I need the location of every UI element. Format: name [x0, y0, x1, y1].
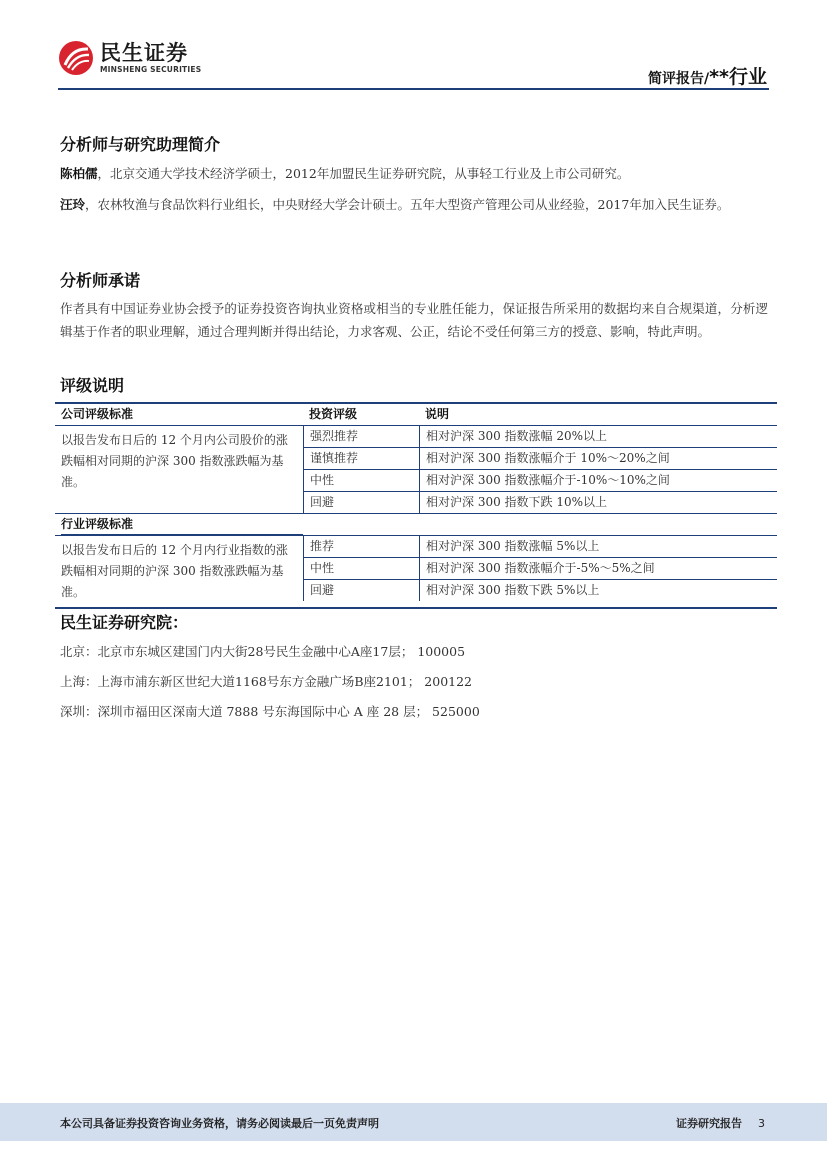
table-row: 回避 相对沪深 300 指数下跌 10%以上: [303, 492, 777, 513]
table-row: 回避 相对沪深 300 指数下跌 5%以上: [303, 580, 777, 601]
logo-text-cn: 民生证券: [100, 41, 188, 65]
table-header: [55, 404, 777, 426]
company-standard-desc: 以报告发布日后的 12 个月内公司股价的涨跌幅相对同期的沪深 300 指数涨跌幅为基准。: [61, 433, 288, 489]
industry-rating-group: [55, 536, 777, 607]
address-shenzhen: 深圳：深圳市福田区深南大道 7888 号东海国际中心 A 座 28 层； 525000: [60, 704, 480, 719]
industry-standard-desc: 以报告发布日后的 12 个月内行业指数的涨跌幅相对同期的沪深 300 指数涨跌幅为基准。: [61, 543, 288, 599]
company-rating-group: [55, 426, 777, 513]
table-row: 推荐 相对沪深 300 指数涨幅 5%以上: [303, 536, 777, 558]
logo-text-en: MINSHENG SECURITIES: [100, 65, 202, 74]
header-rule: [58, 88, 769, 90]
footer-label: 证券研究报告 3: [676, 1117, 765, 1130]
footer-disclaimer: 本公司具备证券投资咨询业务资格，请务必阅读最后一页免责声明: [60, 1117, 379, 1130]
table-row: 中性 相对沪深 300 指数涨幅介于-5%～5%之间: [303, 558, 777, 580]
industry-label: **行业: [709, 66, 767, 88]
header-rating: 投资评级: [309, 407, 358, 421]
report-type: 简评报告/**行业: [648, 66, 767, 88]
commitment-title: 分析师承诺: [60, 271, 141, 290]
company-logo: [58, 40, 201, 76]
rating-title: 评级说明: [60, 376, 125, 395]
table-row: 中性 相对沪深 300 指数涨幅介于-10%～10%之间: [303, 470, 777, 492]
address-shanghai: 上海：上海市浦东新区世纪大道1168号东方金融广场B座2101； 200122: [60, 674, 473, 689]
minsheng-logo-icon: [58, 40, 94, 76]
table-row: 谨慎推荐 相对沪深 300 指数涨幅介于 10%～20%之间: [303, 448, 777, 470]
commitment-text: 作者具有中国证券业协会授予的证券投资咨询执业资格或相当的专业胜任能力，保证报告所采用的数据均来自合规渠道，分析逻辑基于作者的职业理解，通过合理判断并得出结论，力求客观、公正，结论不受任何第三方的授意、影响，特此声明。: [60, 301, 768, 339]
institute-title: 民生证券研究院：: [60, 613, 189, 632]
address-beijing: 北京：北京市东城区建国门内大街28号民生金融中心A座17层； 100005: [60, 644, 466, 659]
header-company-standard: 公司评级标准: [61, 407, 134, 421]
analyst-name: 汪玲: [60, 197, 86, 212]
page-number: 3: [758, 1117, 765, 1130]
analyst-name: 陈柏儒: [60, 166, 98, 181]
industry-standard-header: 行业评级标准: [55, 513, 777, 536]
page-footer: [0, 1103, 827, 1141]
analysts-title: 分析师与研究助理简介: [60, 135, 221, 154]
analyst-bio-1: 陈柏儒，北京交通大学技术经济学硕士，2012年加盟民生证券研究院，从事轻工行业及上市公司研究。: [60, 166, 630, 181]
table-row: 强烈推荐 相对沪深 300 指数涨幅 20%以上: [303, 426, 777, 448]
analyst-bio-2: 汪玲，农林牧渔与食品饮料行业组长，中央财经大学会计硕士。五年大型资产管理公司从业经验，2017年加入民生证券。: [60, 197, 730, 212]
header-desc: 说明: [425, 407, 450, 421]
rating-table: [55, 402, 777, 609]
